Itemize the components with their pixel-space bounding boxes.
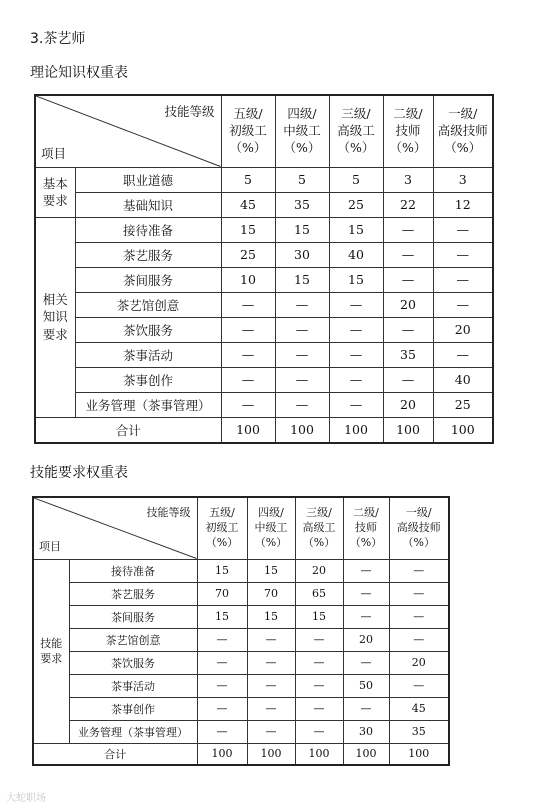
table-row bbox=[33, 697, 449, 720]
value-cell: — bbox=[383, 267, 433, 292]
value-cell: — bbox=[383, 317, 433, 342]
level-header-line: 初级工 bbox=[229, 122, 267, 138]
value-cell: 25 bbox=[329, 192, 383, 217]
level-header-line: 三级/ bbox=[306, 505, 332, 519]
value-cell: — bbox=[343, 582, 389, 605]
value-cell: 45 bbox=[221, 192, 275, 217]
total-value-cell: 100 bbox=[433, 417, 493, 443]
value-cell: 15 bbox=[295, 605, 343, 628]
item-name-cell: 茶艺服务 bbox=[69, 582, 197, 605]
value-cell: 5 bbox=[221, 167, 275, 192]
value-cell: 35 bbox=[389, 720, 449, 743]
value-cell: 20 bbox=[295, 559, 343, 582]
value-cell: — bbox=[247, 720, 295, 743]
value-cell: 5 bbox=[329, 167, 383, 192]
value-cell: 3 bbox=[433, 167, 493, 192]
value-cell: — bbox=[197, 720, 247, 743]
level-header-line: 高级工 bbox=[302, 520, 336, 534]
level-header-line: 一级/ bbox=[448, 105, 478, 121]
value-cell: — bbox=[275, 342, 329, 367]
group-label-line: 要求 bbox=[42, 193, 68, 208]
value-cell: 35 bbox=[383, 342, 433, 367]
level-header-cell bbox=[197, 497, 247, 559]
value-cell: 15 bbox=[247, 605, 295, 628]
level-header-line: 中级工 bbox=[283, 122, 321, 138]
value-cell: — bbox=[433, 292, 493, 317]
group-label-line: 基本 bbox=[42, 175, 68, 191]
item-name-cell: 业务管理（茶事管理） bbox=[69, 720, 197, 743]
value-cell: — bbox=[295, 697, 343, 720]
value-cell: — bbox=[389, 582, 449, 605]
item-name-cell: 茶艺馆创意 bbox=[75, 292, 221, 317]
item-name-cell: 茶饮服务 bbox=[75, 317, 221, 342]
value-cell: 15 bbox=[197, 605, 247, 628]
value-cell: — bbox=[197, 651, 247, 674]
group-label-line: 相关 bbox=[42, 291, 68, 307]
value-cell: — bbox=[295, 651, 343, 674]
value-cell: 20 bbox=[389, 651, 449, 674]
level-header-line: 技师 bbox=[395, 122, 421, 138]
value-cell: — bbox=[295, 720, 343, 743]
corner-header-cell bbox=[33, 497, 197, 559]
level-header-line: 二级/ bbox=[393, 105, 423, 121]
value-cell: — bbox=[329, 367, 383, 392]
value-cell: 30 bbox=[343, 720, 389, 743]
value-cell: — bbox=[275, 392, 329, 417]
item-name-cell: 基础知识 bbox=[75, 192, 221, 217]
value-cell: 20 bbox=[383, 392, 433, 417]
value-cell: — bbox=[247, 651, 295, 674]
value-cell: 15 bbox=[197, 559, 247, 582]
watermark: 大蛇职场 bbox=[6, 793, 46, 804]
value-cell: — bbox=[329, 292, 383, 317]
level-header-line: （%） bbox=[349, 535, 383, 549]
level-header-line: 初级工 bbox=[205, 520, 239, 534]
level-header-cell bbox=[247, 497, 295, 559]
value-cell: — bbox=[275, 317, 329, 342]
level-header-line: （%） bbox=[444, 139, 482, 155]
level-header-cell bbox=[221, 95, 275, 167]
level-header-line: 五级/ bbox=[233, 105, 263, 121]
group-label-cell bbox=[33, 559, 69, 743]
level-header-cell bbox=[389, 497, 449, 559]
level-header-line: 四级/ bbox=[258, 505, 284, 519]
value-cell: — bbox=[275, 292, 329, 317]
skills-weight-table bbox=[32, 496, 450, 766]
table-row bbox=[35, 317, 493, 342]
item-name-cell: 业务管理（茶事管理） bbox=[75, 392, 221, 417]
value-cell: — bbox=[295, 674, 343, 697]
total-value-cell: 100 bbox=[329, 417, 383, 443]
level-header-cell bbox=[275, 95, 329, 167]
table-row bbox=[33, 674, 449, 697]
total-value-cell: 100 bbox=[343, 743, 389, 765]
item-name-cell: 接待准备 bbox=[75, 217, 221, 242]
total-value-cell: 100 bbox=[221, 417, 275, 443]
value-cell: — bbox=[389, 605, 449, 628]
table-row bbox=[35, 367, 493, 392]
table-row bbox=[35, 342, 493, 367]
value-cell: — bbox=[221, 392, 275, 417]
table-row bbox=[35, 267, 493, 292]
section-title: 3.茶艺师 bbox=[30, 31, 86, 47]
value-cell: 15 bbox=[221, 217, 275, 242]
theory-table-title: 理论知识权重表 bbox=[30, 65, 128, 81]
level-header-line: 高级工 bbox=[337, 122, 375, 138]
value-cell: — bbox=[383, 217, 433, 242]
table-row bbox=[33, 651, 449, 674]
level-header-cell bbox=[383, 95, 433, 167]
group-label-line: 要求 bbox=[42, 326, 68, 342]
value-cell: 70 bbox=[197, 582, 247, 605]
item-name-cell: 茶饮服务 bbox=[69, 651, 197, 674]
value-cell: 10 bbox=[221, 267, 275, 292]
item-name-cell: 接待准备 bbox=[69, 559, 197, 582]
value-cell: — bbox=[433, 217, 493, 242]
value-cell: 70 bbox=[247, 582, 295, 605]
value-cell: — bbox=[329, 392, 383, 417]
value-cell: — bbox=[329, 342, 383, 367]
value-cell: — bbox=[329, 317, 383, 342]
table-row bbox=[35, 192, 493, 217]
value-cell: — bbox=[247, 697, 295, 720]
value-cell: 40 bbox=[329, 242, 383, 267]
total-value-cell: 100 bbox=[389, 743, 449, 765]
table-row bbox=[33, 605, 449, 628]
total-value-cell: 100 bbox=[197, 743, 247, 765]
level-header-cell bbox=[433, 95, 493, 167]
item-name-cell: 茶间服务 bbox=[75, 267, 221, 292]
level-header-line: （%） bbox=[229, 139, 267, 155]
table-row bbox=[33, 720, 449, 743]
level-header-cell bbox=[329, 95, 383, 167]
header-row bbox=[33, 497, 449, 559]
value-cell: — bbox=[197, 674, 247, 697]
value-cell: 22 bbox=[383, 192, 433, 217]
corner-top-label: 技能等级 bbox=[146, 506, 191, 519]
value-cell: 15 bbox=[329, 267, 383, 292]
value-cell: — bbox=[221, 367, 275, 392]
level-header-line: 五级/ bbox=[209, 505, 235, 519]
value-cell: 15 bbox=[275, 217, 329, 242]
total-value-cell: 100 bbox=[295, 743, 343, 765]
level-header-line: （%） bbox=[205, 535, 239, 549]
level-header-line: 高级技师 bbox=[437, 122, 488, 138]
total-value-cell: 100 bbox=[383, 417, 433, 443]
group-label-line: 技能 bbox=[40, 636, 63, 650]
value-cell: — bbox=[433, 242, 493, 267]
value-cell: — bbox=[383, 242, 433, 267]
level-header-line: （%） bbox=[402, 535, 435, 549]
theory-weight-table bbox=[34, 94, 494, 444]
item-name-cell: 茶艺馆创意 bbox=[69, 628, 197, 651]
level-header-line: 高级技师 bbox=[396, 520, 441, 534]
value-cell: 65 bbox=[295, 582, 343, 605]
value-cell: 50 bbox=[343, 674, 389, 697]
level-header-line: 一级/ bbox=[405, 505, 432, 519]
level-header-line: （%） bbox=[254, 535, 288, 549]
level-header-line: 四级/ bbox=[287, 105, 317, 121]
group-label-cell bbox=[35, 167, 75, 217]
value-cell: 30 bbox=[275, 242, 329, 267]
level-header-line: 二级/ bbox=[353, 505, 379, 519]
value-cell: 20 bbox=[343, 628, 389, 651]
value-cell: — bbox=[197, 697, 247, 720]
value-cell: — bbox=[197, 628, 247, 651]
level-header-line: 中级工 bbox=[254, 520, 288, 534]
group-label-cell bbox=[35, 217, 75, 417]
item-name-cell: 茶艺服务 bbox=[75, 242, 221, 267]
level-header-line: （%） bbox=[337, 139, 375, 155]
level-header-cell bbox=[343, 497, 389, 559]
value-cell: 15 bbox=[247, 559, 295, 582]
item-name-cell: 茶事活动 bbox=[75, 342, 221, 367]
value-cell: — bbox=[343, 697, 389, 720]
value-cell: — bbox=[389, 628, 449, 651]
item-name-cell: 茶事创作 bbox=[75, 367, 221, 392]
table-row bbox=[33, 559, 449, 582]
value-cell: 15 bbox=[275, 267, 329, 292]
total-row bbox=[35, 417, 493, 443]
value-cell: — bbox=[389, 559, 449, 582]
item-name-cell: 茶事活动 bbox=[69, 674, 197, 697]
value-cell: 25 bbox=[221, 242, 275, 267]
value-cell: 5 bbox=[275, 167, 329, 192]
table-row bbox=[33, 582, 449, 605]
value-cell: 15 bbox=[329, 217, 383, 242]
value-cell: — bbox=[343, 605, 389, 628]
level-header-line: 技师 bbox=[355, 520, 377, 534]
value-cell: 25 bbox=[433, 392, 493, 417]
header-row bbox=[35, 95, 493, 167]
value-cell: — bbox=[275, 367, 329, 392]
corner-top-label: 技能等级 bbox=[164, 104, 215, 119]
value-cell: — bbox=[433, 267, 493, 292]
value-cell: — bbox=[221, 342, 275, 367]
group-label-line: 要求 bbox=[40, 652, 63, 665]
value-cell: — bbox=[221, 317, 275, 342]
table-row bbox=[35, 217, 493, 242]
item-name-cell: 茶事创作 bbox=[69, 697, 197, 720]
corner-bottom-label: 项目 bbox=[41, 145, 67, 161]
table-row bbox=[33, 628, 449, 651]
value-cell: 20 bbox=[383, 292, 433, 317]
total-row bbox=[33, 743, 449, 765]
value-cell: 40 bbox=[433, 367, 493, 392]
level-header-line: （%） bbox=[389, 139, 427, 155]
table-row bbox=[35, 167, 493, 192]
value-cell: 20 bbox=[433, 317, 493, 342]
value-cell: — bbox=[433, 342, 493, 367]
value-cell: — bbox=[221, 292, 275, 317]
value-cell: 35 bbox=[275, 192, 329, 217]
value-cell: — bbox=[247, 628, 295, 651]
table-row bbox=[35, 292, 493, 317]
level-header-line: 三级/ bbox=[341, 105, 371, 121]
group-label-line: 知识 bbox=[42, 309, 68, 325]
total-value-cell: 100 bbox=[275, 417, 329, 443]
total-label-cell: 合计 bbox=[35, 417, 221, 443]
value-cell: 3 bbox=[383, 167, 433, 192]
item-name-cell: 茶间服务 bbox=[69, 605, 197, 628]
total-value-cell: 100 bbox=[247, 743, 295, 765]
level-header-line: （%） bbox=[283, 139, 321, 155]
level-header-line: （%） bbox=[302, 535, 336, 549]
value-cell: — bbox=[343, 559, 389, 582]
value-cell: — bbox=[343, 651, 389, 674]
level-header-cell bbox=[295, 497, 343, 559]
corner-bottom-label: 项目 bbox=[39, 539, 61, 553]
table-row bbox=[35, 392, 493, 417]
item-name-cell: 职业道德 bbox=[75, 167, 221, 192]
value-cell: 45 bbox=[389, 697, 449, 720]
table-row bbox=[35, 242, 493, 267]
value-cell: — bbox=[295, 628, 343, 651]
value-cell: — bbox=[383, 367, 433, 392]
value-cell: — bbox=[389, 674, 449, 697]
value-cell: 12 bbox=[433, 192, 493, 217]
value-cell: — bbox=[247, 674, 295, 697]
corner-header-cell bbox=[35, 95, 221, 167]
total-label-cell: 合计 bbox=[33, 743, 197, 765]
skills-table-title: 技能要求权重表 bbox=[30, 465, 128, 481]
